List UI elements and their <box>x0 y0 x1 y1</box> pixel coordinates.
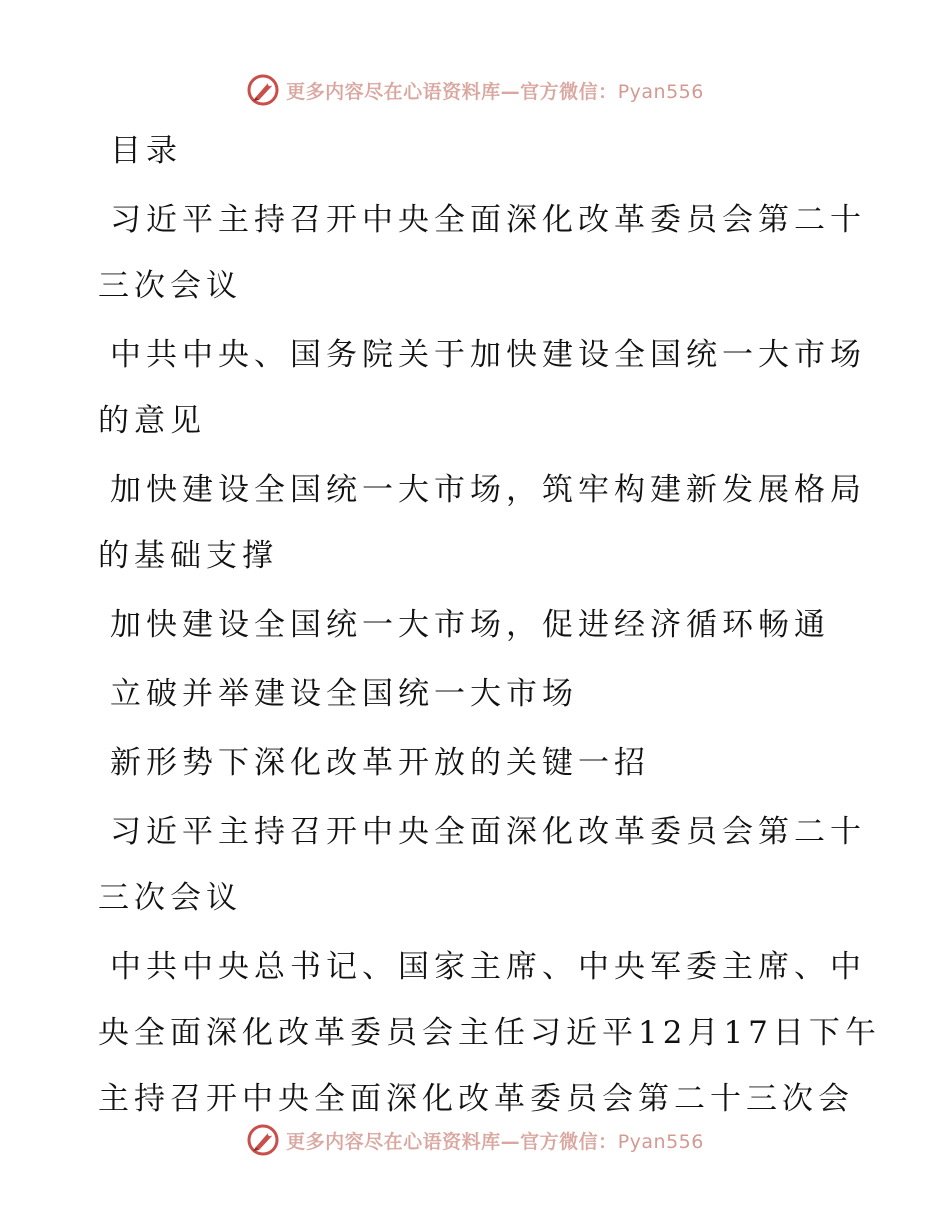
article-title <box>98 799 866 931</box>
watermark-dash: — <box>500 80 521 103</box>
toc-item-line: 立破并举建设全国统一大市场 <box>110 676 578 712</box>
pen-logo-icon <box>246 73 280 107</box>
header-watermark <box>0 70 950 110</box>
footer-watermark <box>0 1120 950 1160</box>
toc-heading: 目录 <box>110 133 182 169</box>
toc-item <box>98 187 866 319</box>
toc-item-line: 中共中央、国务院关于加快建设全国统一大市场 <box>110 337 866 373</box>
toc-item <box>98 592 848 658</box>
toc-item <box>98 322 866 454</box>
toc-item <box>98 457 866 589</box>
article-paragraph <box>98 934 881 1132</box>
toc-item-line: 的基础支撑 <box>98 538 278 574</box>
toc-item-line: 三次会议 <box>98 268 242 304</box>
article-title-line: 三次会议 <box>98 880 242 916</box>
watermark-id: Pyan556 <box>617 1130 704 1153</box>
pen-logo-icon <box>246 1123 280 1157</box>
toc-item-line: 加快建设全国统一大市场，筑牢构建新发展格局 <box>110 472 866 508</box>
watermark-brand: 更多内容尽在心语资料库 <box>286 1130 501 1153</box>
article-body-line: 主持召开中央全面深化改革委员会第二十三次会 <box>98 1081 854 1117</box>
toc-item-line: 新形势下深化改革开放的关键一招 <box>110 745 650 781</box>
article-body-line: 中共中央总书记、国家主席、中央军委主席、中 <box>110 949 866 985</box>
document-body <box>98 118 881 1132</box>
toc-item <box>98 730 848 796</box>
watermark-label: 官方微信： <box>520 1130 618 1153</box>
toc-list <box>98 184 866 796</box>
toc-item-line: 加快建设全国统一大市场，促进经济循环畅通 <box>110 607 830 643</box>
toc-item-line: 的意见 <box>98 403 206 439</box>
watermark-dash: — <box>500 1130 521 1153</box>
toc-item <box>98 661 848 727</box>
watermark-brand: 更多内容尽在心语资料库 <box>286 80 501 103</box>
article-body-line: 央全面深化改革委员会主任习近平12月17日下午 <box>98 1015 881 1051</box>
article-title-line: 习近平主持召开中央全面深化改革委员会第二十 <box>110 814 866 850</box>
watermark-label: 官方微信： <box>520 80 618 103</box>
watermark-id: Pyan556 <box>617 80 704 103</box>
toc-item-line: 习近平主持召开中央全面深化改革委员会第二十 <box>110 202 866 238</box>
